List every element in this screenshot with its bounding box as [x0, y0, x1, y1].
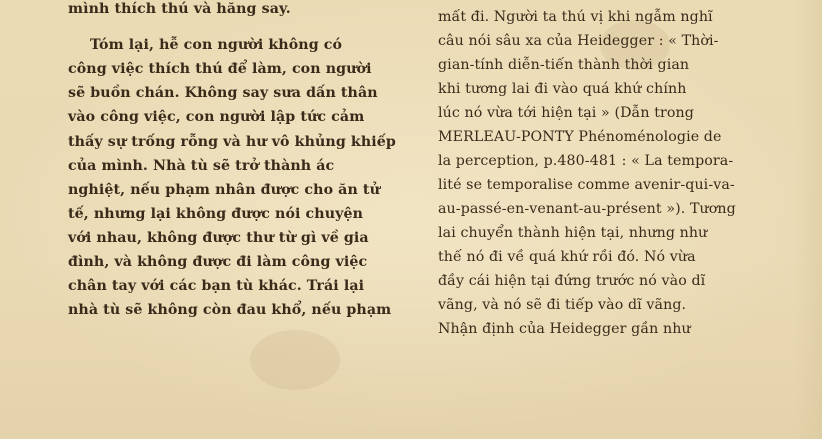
text-line: vãng, và nó sẽ đi tiếp vào dĩ vãng.	[438, 297, 687, 313]
text-line: với nhau, không được thư từ gì về gia	[68, 230, 369, 246]
text-line: MERLEAU-PONTY Phénoménologie de	[438, 129, 722, 145]
text-line: đình, và không được đi làm công việc	[68, 254, 368, 270]
text-line: công việc thích thú để làm, con người	[68, 61, 372, 77]
text-line: au-passé-en-venant-au-présent »). Tương	[438, 201, 736, 217]
text-line: tế, nhưng lại không được nói chuyện	[68, 206, 364, 222]
paper-stain	[250, 330, 340, 390]
text-line: Nhận định của Heidegger gần như	[438, 321, 691, 337]
text-line: thế nó đi về quá khứ rồi đó. Nó vừa	[438, 249, 696, 265]
text-line: Tóm lại, hễ con người không có	[90, 37, 343, 53]
text-line: lai chuyển thành hiện tại, nhưng như	[438, 225, 708, 241]
text-line: gian-tính diễn-tiến thành thời gian	[438, 57, 690, 73]
text-line: la perception, p.480-481 : « La tempora-	[438, 153, 734, 169]
text-line: mình thích thú và hăng say.	[68, 1, 291, 17]
page-edge-shadow	[794, 0, 822, 439]
text-line: vào công việc, con người lập tức cảm	[68, 109, 365, 125]
text-line: khi tương lai đi vào quá khứ chính	[438, 81, 687, 97]
text-line: chân tay với các bạn tù khác. Trái lại	[68, 278, 365, 294]
text-line: lité se temporalise comme avenir-qui-va-	[438, 177, 735, 193]
text-line: mất đi. Người ta thú vị khi ngẫm nghĩ	[438, 9, 713, 25]
text-line: câu nói sâu xa của Heidegger : « Thời-	[438, 33, 719, 49]
text-line: lúc nó vừa tới hiện tại » (Dẫn trong	[438, 105, 694, 121]
text-line: đầy cái hiện tại đứng trước nó vào dĩ	[438, 273, 706, 289]
text-line: thấy sự trống rỗng và hư vô khủng khiếp	[68, 134, 396, 150]
text-line: sẽ buồn chán. Không say sưa dấn thân	[68, 85, 378, 101]
text-line: nghiệt, nếu phạm nhân được cho ăn tử	[68, 182, 380, 198]
text-line: nhà tù sẽ không còn đau khổ, nếu phạm	[68, 302, 392, 318]
text-line: của mình. Nhà tù sẽ trở thành ác	[68, 158, 335, 174]
